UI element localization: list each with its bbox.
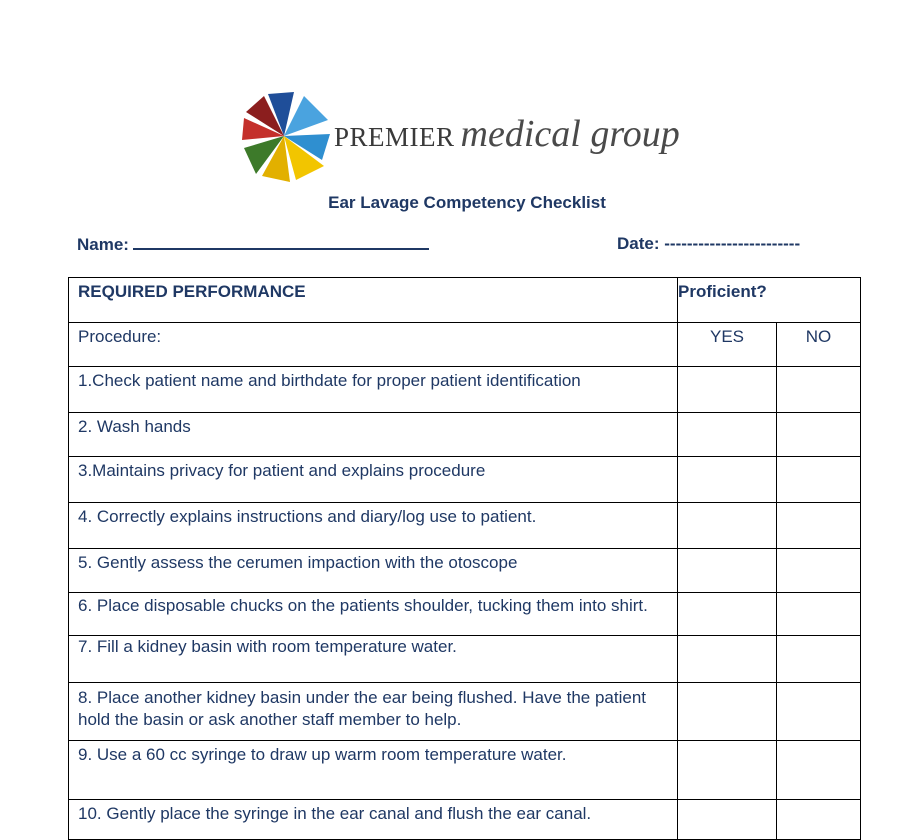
yes-checkbox-cell[interactable]: [678, 413, 777, 457]
date-blank[interactable]: ------------------------: [664, 234, 801, 253]
table-row: [69, 683, 861, 741]
yes-checkbox-cell[interactable]: [678, 503, 777, 549]
table-row: [69, 800, 861, 840]
table-header-row: [69, 278, 861, 323]
no-checkbox-cell[interactable]: [777, 457, 861, 503]
procedure-step: 6. Place disposable chucks on the patients shoulder, tucking them into shirt.: [69, 593, 678, 636]
yes-checkbox-cell[interactable]: [678, 549, 777, 593]
yes-checkbox-cell[interactable]: [678, 741, 777, 800]
name-blank-line[interactable]: [133, 234, 429, 250]
procedure-step: 5. Gently assess the cerumen impaction with the otoscope: [69, 549, 678, 593]
no-checkbox-cell[interactable]: [777, 741, 861, 800]
name-label: Name:: [77, 235, 129, 254]
competency-table: [68, 277, 861, 840]
no-checkbox-cell[interactable]: [777, 800, 861, 840]
yes-checkbox-cell[interactable]: [678, 457, 777, 503]
logo-word-medical-group: medical group: [460, 113, 680, 155]
yes-checkbox-cell[interactable]: [678, 367, 777, 413]
no-column-header: NO: [777, 323, 861, 367]
no-checkbox-cell[interactable]: [777, 636, 861, 683]
procedure-step: 10. Gently place the syringe in the ear canal and flush the ear canal.: [69, 800, 678, 840]
table-row: [69, 503, 861, 549]
no-checkbox-cell[interactable]: [777, 683, 861, 741]
logo-word-premier: PREMIER: [334, 122, 455, 152]
yes-checkbox-cell[interactable]: [678, 683, 777, 741]
procedure-step: 9. Use a 60 cc syringe to draw up warm room temperature water.: [69, 741, 678, 800]
procedure-step: 2. Wash hands: [69, 413, 678, 457]
required-performance-header: REQUIRED PERFORMANCE: [69, 278, 678, 323]
yes-column-header: YES: [678, 323, 777, 367]
date-field: [617, 234, 800, 254]
yes-checkbox-cell[interactable]: [678, 800, 777, 840]
procedure-step: 7. Fill a kidney basin with room temperature water.: [69, 636, 678, 683]
table-row: [69, 593, 861, 636]
date-label: Date:: [617, 234, 660, 253]
procedure-step: 4. Correctly explains instructions and diary/log use to patient.: [69, 503, 678, 549]
procedure-step: 3.Maintains privacy for patient and explains procedure: [69, 457, 678, 503]
procedure-label: Procedure:: [69, 323, 678, 367]
table-row: [69, 413, 861, 457]
table-row: [69, 549, 861, 593]
no-checkbox-cell[interactable]: [777, 503, 861, 549]
table-subheader-row: [69, 323, 861, 367]
procedure-step: 1.Check patient name and birthdate for proper patient identification: [69, 367, 678, 413]
premier-medical-group-logo: [238, 90, 698, 182]
table-row: [69, 457, 861, 503]
name-field: [77, 234, 429, 255]
table-row: [69, 741, 861, 800]
no-checkbox-cell[interactable]: [777, 367, 861, 413]
document-title: Ear Lavage Competency Checklist: [328, 193, 606, 212]
table-row: [69, 367, 861, 413]
no-checkbox-cell[interactable]: [777, 413, 861, 457]
yes-checkbox-cell[interactable]: [678, 636, 777, 683]
table-row: [69, 636, 861, 683]
no-checkbox-cell[interactable]: [777, 549, 861, 593]
pinwheel-logo-icon: [238, 90, 330, 182]
no-checkbox-cell[interactable]: [777, 593, 861, 636]
procedure-step: 8. Place another kidney basin under the ear being flushed. Have the patient hold the basin or ask another staff member to help.: [69, 683, 678, 741]
yes-checkbox-cell[interactable]: [678, 593, 777, 636]
proficient-header: Proficient?: [678, 278, 861, 323]
